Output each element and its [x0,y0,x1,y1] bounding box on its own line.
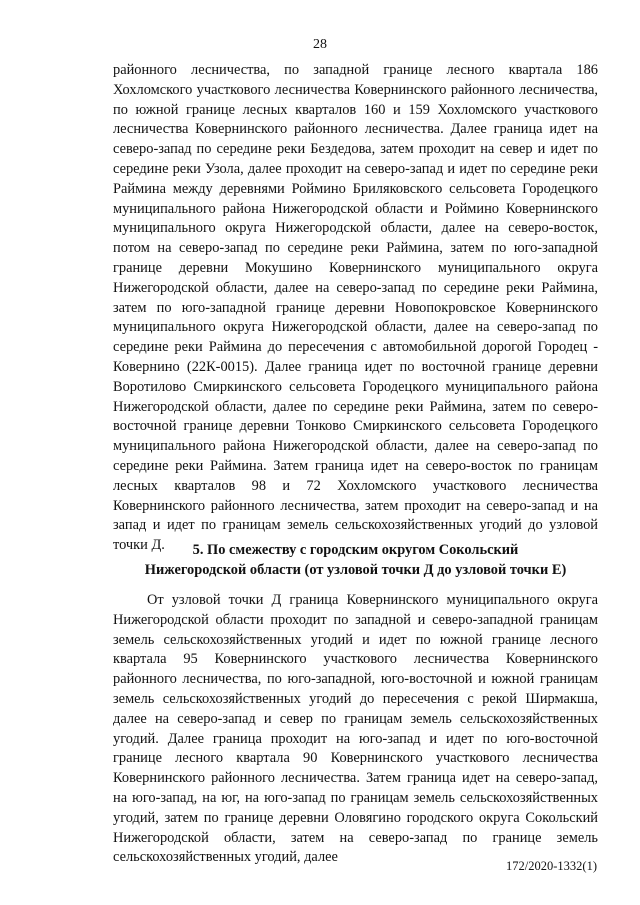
paragraph-2: От узловой точки Д граница Ковернинского муниципального округа Нижегородской области проходит по западной и северо-западной границам земель сельскохозяйственных угодий и идет по южной границе лесного квартала 95 Ковернинского участкового лесничества Ковернинского районного лесничества, по юго-западной, юго-восточной и южной границам земель сельскохозяйственных угодий до пересечения с рекой Ширмакша, далее на северо-запад и север по границам земель сельскохозяйственных угодий. Далее граница проходит на юго-запад и идет по юго-восточной границе лесного квартала 90 Ковернинского участкового лесничества Ковернинского районного лесничества. Затем граница идет на северо-запад, на юго-запад, на юг, на юго-запад по границам земель сельскохозяйственных угодий, затем по границе деревни Оловягино городского округа Сокольский Нижегородской области, затем на северо-запад по границе земель сельскохозяйственных угодий, далее [113,592,598,866]
section-heading-line-1: 5. По смежеству с городским округом Сокольский [192,542,519,558]
section-heading-line-2: Нижегородской области (от узловой точки Д до узловой точки Е) [144,562,567,578]
paragraph-1: районного лесничества, по западной границе лесного квартала 186 Хохломского участкового лесничества Ковернинского районного лесничества, по южной границе лесных кварталов 160 и 159 Хохломского участкового лесничества Ковернинского районного лесничества. Далее граница идет на северо-запад по середине реки Бездедова, затем проходит на север и идет по середине реки Узола, далее проходит на северо-запад и идет по середине реки Раймина между деревнями Роймино Бриляковского сельсовета Городецкого муниципального района Нижегородской области и Роймино Ковернинского муниципального округа Нижегородской области, далее на северо-восток, потом на северо-запад по середине реки Раймина, затем по юго-западной границе деревни Мокушино Ковернинского муниципального округа Нижегородской области, далее на северо-запад по середине реки Раймина, затем по юго-западной границе деревни Новопокровское Ковернинского муниципального округа Нижегородской области, далее на северо-запад по середине реки Раймина до пересечения с автомобильной дорогой Городец - Ковернино (22К-0015). Далее граница идет по восточной границе деревни Воротилово Смиркинского сельсовета Городецкого муниципального района Нижегородской области, далее по середине реки Раймина, затем по северо-восточной границе деревни Тонково Смиркинского сельсовета Городецкого муниципального района Нижегородской области, далее на северо-запад по середине реки Раймина. Затем граница идет на северо-восток по границам лесных кварталов 98 и 72 Хохломского участкового лесничества Ковернинского районного лесничества, затем проходит на северо-запад и на запад и идет по границам земель сельскохозяйственных угодий до узловой точки Д. [113,62,598,554]
section-heading [113,540,598,580]
page-number: 28 [313,37,327,52]
document-code: 172/2020-1332(1) [506,859,597,873]
text-block-1 [113,61,598,556]
text-block-2 [113,591,598,868]
